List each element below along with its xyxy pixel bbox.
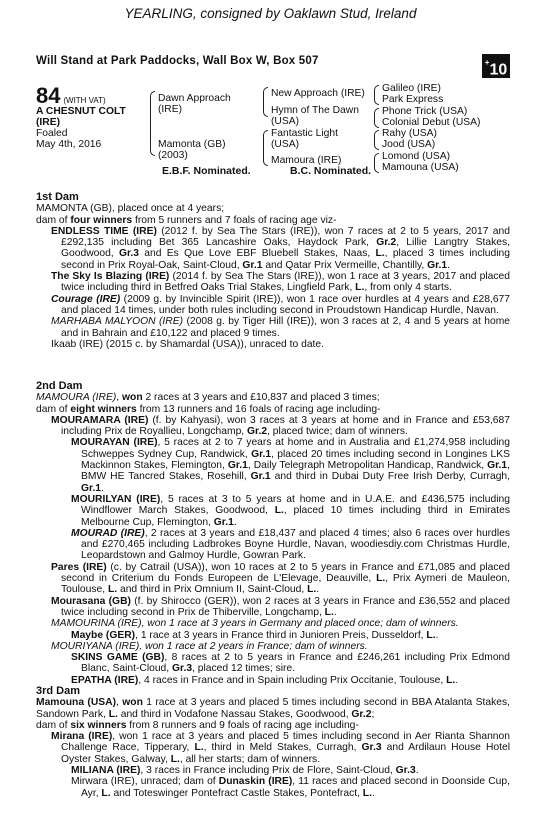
vat-note: (WITH VAT) xyxy=(63,96,106,105)
produce-mamourina: MAMOURINA (IRE), won 1 race at 3 years in Germany and placed once; dam of winners. xyxy=(51,618,459,630)
third-dam-title: 3rd Dam xyxy=(36,685,81,697)
produce-marhaba-malyoon: MARHABA MALYOON (IRE) (2008 g. by Tiger Hill (IRE)), won 3 races at 2, 4 and 5 years at home and in Bahrain and £10,122 and placed 9 times. xyxy=(51,316,511,339)
consignment-line: YEARLING, consigned by Oaklawn Stud, Ireland xyxy=(124,6,417,21)
bracket-g2 xyxy=(374,108,379,128)
first-dam-title: 1st Dam xyxy=(36,191,79,203)
produce-mourad: MOURAD (IRE), 2 races at 3 years and £18,437 and placed 4 times; also 6 races over hurdles and £270,465 including Ladbrokes Boyne Hurdle, Navan, woodiesdiy.com Christmas Hurdle, Leopardstown and Galmoy Hurdle, Gowran Park. xyxy=(71,527,510,562)
bc-nominated: B.C. Nominated. xyxy=(290,165,372,177)
foaled-label: Foaled xyxy=(36,128,68,139)
sire-name: Dawn Approach xyxy=(158,93,231,104)
bracket-g4 xyxy=(374,153,379,173)
produce-courage: Courage (IRE) (2009 g. by Invincible Spirit (IRE)), won 1 race over hurdles at 4 years and £28,677 and placed 14 times, under both rules including second in Proudstown Handicap Hurdle, Navan. xyxy=(51,293,510,316)
lot-badge-plus: + xyxy=(484,58,490,67)
horse-name: A CHESNUT COLT xyxy=(36,106,126,117)
sire-dam-country: (USA) xyxy=(271,116,300,127)
stand-location: Will Stand at Park Paddocks, Wall Box W, Box 507 xyxy=(36,55,319,67)
second-dam-section xyxy=(36,381,510,686)
dam-sire-country: (USA) xyxy=(271,139,300,150)
horse-country: (IRE) xyxy=(36,117,61,128)
ggsire-4: Lomond (USA) xyxy=(382,151,451,162)
produce-mourayan: MOURAYAN (IRE), 5 races at 2 to 7 years at home and in Australia and £1,274,958 including Schweppes Sydney Cup, Randwick, Gr.1, placed 20 times including second in Longines LKS Mackinnon Stakes, Flemington, Gr.1, Daily Telegraph Metropolitan Handicap, Randwick, Gr.1, BMW HE Tancred Stakes, Rosehill, Gr.1 and third in Dubai Duty Free Irish Derby, Curragh, Gr.1. xyxy=(71,437,511,494)
lot-number-line xyxy=(36,85,106,107)
second-dam-produce: dam of eight winners from 13 runners and 16 foals of racing age including- xyxy=(36,403,381,415)
dam-sire: Fantastic Light xyxy=(271,128,338,139)
third-dam-line: Mamouna (USA), won 1 race at 3 years and placed 5 times including second in BBA Atalanta Stakes, Sandown Park, L. and third in Vodafone Nassau Stakes, Goodwood, Gr.2; xyxy=(36,697,510,720)
lot-badge xyxy=(482,54,510,78)
produce-maybe: Maybe (GER), 1 race at 3 years in France third in Junioren Preis, Dusseldorf, L.. xyxy=(71,629,439,641)
ggsire-2: Phone Trick (USA) xyxy=(382,106,468,117)
ggdam-1: Park Express xyxy=(382,94,444,105)
sire-dam: Hymn of The Dawn xyxy=(271,105,359,116)
produce-skins-game: SKINS GAME (GB), 8 races at 2 to 5 years in France and £246,261 including Prix Edmond Blanc, Saint-Cloud, Gr.3, placed 12 times; sire. xyxy=(71,652,511,675)
bracket-dam-parents xyxy=(263,130,268,166)
second-dam-line: MAMOURA (IRE), won 2 races at 3 years and £10,837 and placed 3 times; xyxy=(36,392,380,404)
produce-miliana: MILIANA (IRE), 3 races in France including Prix de Flore, Saint-Cloud, Gr.3. xyxy=(71,765,419,777)
lot-number: 84 xyxy=(36,83,61,108)
bracket-g3 xyxy=(374,130,379,150)
ggsire-3: Rahy (USA) xyxy=(382,128,437,139)
ggdam-3: Jood (USA) xyxy=(382,139,436,150)
produce-pares: Pares (IRE) (c. by Catrail (USA)), won 10 races at 2 to 5 years in France and £71,085 and placed second in Criterium du Fonds Europeen de L'Elevage, Deauville, L., Prix Aymeri de Mauleon, Toulouse, L. and third in Prix Omnium II, Saint-Cloud, L.. xyxy=(51,561,511,596)
first-dam-line: MAMONTA (GB), placed once at 4 years; xyxy=(36,203,225,215)
ggsire-1: Galileo (IRE) xyxy=(382,83,441,94)
produce-mirana: Mirana (IRE), won 1 race at 3 years and placed 5 times including second in Aer Rianta Shannon Challenge Race, Tipperary, L., third in Meld Stakes, Curragh, Gr.3 and Ardilaun House Hotel Oyster Stakes, Galway, L., all her starts; dam of winners. xyxy=(51,731,510,765)
first-dam-section xyxy=(36,192,510,350)
produce-sky-is-blazing: The Sky Is Blazing (IRE) (2014 f. by Sea The Stars (IRE)), won 1 race at 3 years, 2017 and placed twice including third in Betfred Oaks Trial Stakes, Lingfield Park, L., from only 4 starts. xyxy=(51,271,511,294)
dam-dam: Mamoura (IRE) xyxy=(271,155,342,166)
produce-epatha: EPATHA (IRE), 4 races in France and in Spain including Prix Occitanie, Toulouse, L.. xyxy=(71,674,459,686)
second-dam-title: 2nd Dam xyxy=(36,380,83,392)
produce-mouramara: MOURAMARA (IRE) (f. by Kahyasi), won 3 races at 3 years at home and in France and £53,687 including Prix de Royallieu, Longchamp, Gr.2, placed twice; dam of winners. xyxy=(51,414,510,438)
produce-endless-time: ENDLESS TIME (IRE) (2012 f. by Sea The Stars (IRE)), won 7 races at 2 to 5 years, 2017 and £292,135 including Bet 365 Lancashire Oaks, Haydock Park, Gr.2, Lillie Langtry Stakes, Goodwood, Gr.3 and Es Que Love EBF Bluebell Stakes, Naas, L., placed 3 times including second in Prix Royal-Oak, Saint-Cloud, Gr.1 and Qatar Prix Vermeille, Chantilly, Gr.1. xyxy=(51,225,511,271)
produce-ikaab: Ikaab (IRE) (2015 c. by Shamardal (USA)), unraced to date. xyxy=(51,338,324,350)
bracket-g1 xyxy=(374,85,379,105)
sire-sire: New Approach (IRE) xyxy=(271,88,365,99)
third-dam-section xyxy=(36,686,510,799)
bracket-sire-dam xyxy=(150,91,155,156)
ggdam-2: Colonial Debut (USA) xyxy=(382,117,481,128)
produce-mourasana: Mourasana (GB) (f. by Shirocco (GER)), won 2 races at 3 years in France and £36,552 and placed twice including second in Prix de Thiberville, Longchamp, L.. xyxy=(51,595,511,618)
ebf-nominated: E.B.F. Nominated. xyxy=(162,165,251,177)
ggdam-4: Mamouna (USA) xyxy=(382,162,459,173)
foaled-date: May 4th, 2016 xyxy=(36,139,102,150)
produce-mourilyan: MOURILYAN (IRE), 5 races at 3 to 5 years at home and in U.A.E. and £436,575 including Windflower March Stakes, Goodwood, L., placed 10 times including third in Emirates Melbourne Cup, Flemington, Gr.1. xyxy=(71,493,510,528)
first-dam-produce: dam of four winners from 5 runners and 7 foals of racing age viz- xyxy=(36,214,337,226)
produce-mirwara: Mirwara (IRE), unraced; dam of Dunaskin (IRE), 11 races and placed second in Doonside Cup, Ayr, L. and Toteswinger Pontefract Castle Stakes, Pontefract, L.. xyxy=(71,776,510,799)
sire-country: (IRE) xyxy=(158,104,183,115)
third-dam-produce: dam of six winners from 8 runners and 9 foals of racing age including- xyxy=(36,719,359,731)
bracket-sire-parents xyxy=(263,87,268,117)
dam-name: Mamonta (GB) xyxy=(158,139,226,150)
produce-mouriyana: MOURIYANA (IRE), won 1 race at 2 years in France; dam of winners. xyxy=(51,640,368,652)
lot-badge-number: 10 xyxy=(489,61,508,79)
dam-year: (2003) xyxy=(158,150,188,161)
